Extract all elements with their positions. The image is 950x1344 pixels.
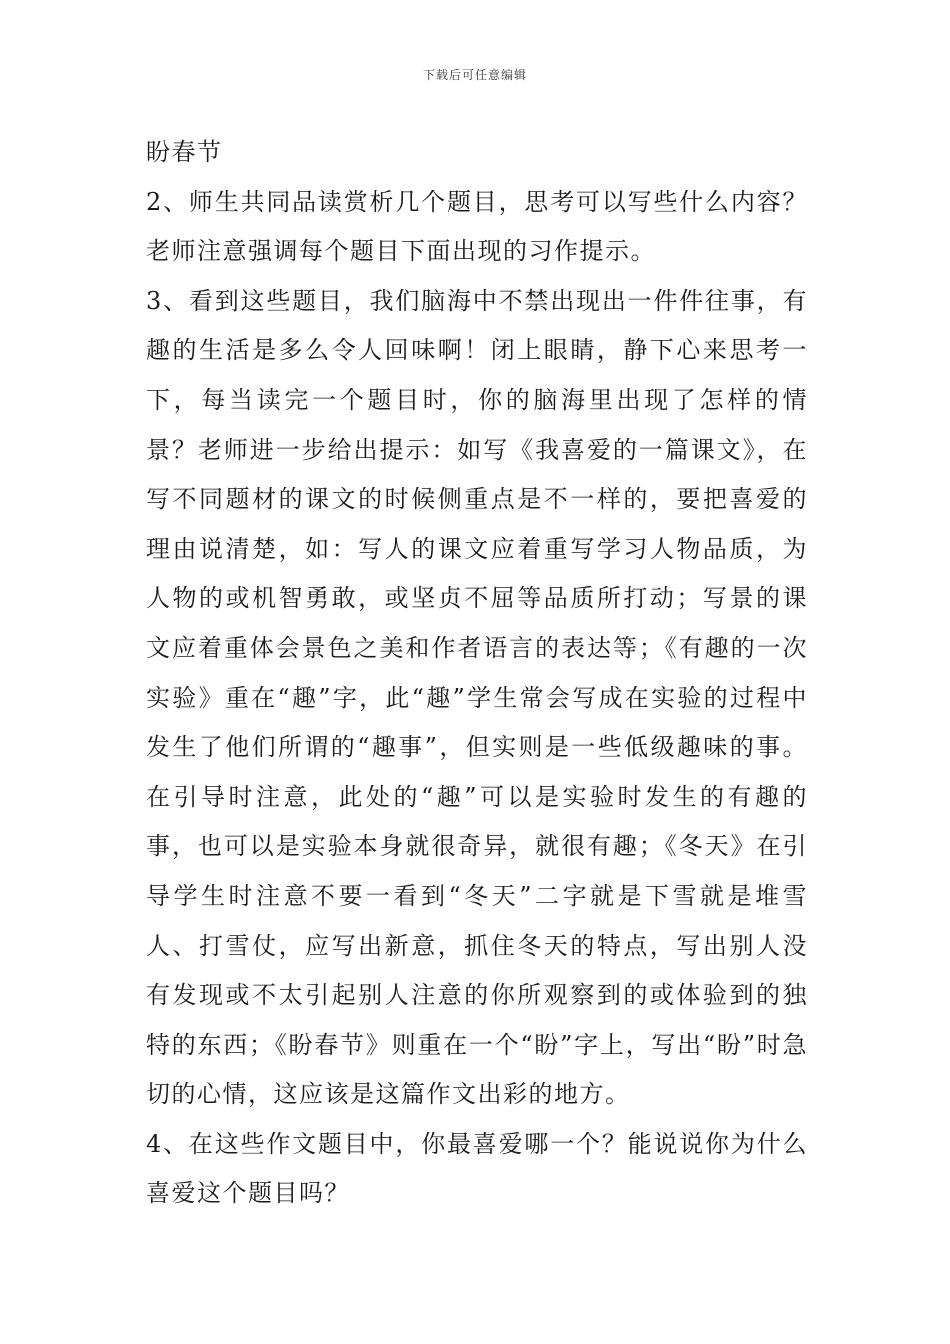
paragraph-title-fragment: 盼春节 <box>146 138 223 166</box>
document-body <box>146 128 808 1219</box>
paragraph-step-3: 3、看到这些题目，我们脑海中不禁出现出一件件往事，有趣的生活是多么令人回味啊！闭上眼睛，静下心来思考一下，每当读完一个题目时，你的脑海里出现了怎样的情景？老师进一步给出提示：如写《我喜爱的一篇课文》，在写不同题材的课文的时候侧重点是不一样的，要把喜爱的理由说清楚，如：写人的课文应着重写学习人物品质，为人物的或机智勇敢，或坚贞不屈等品质所打动；写景的课文应着重体会景色之美和作者语言的表达等；《有趣的一次实验》重在“趣”字，此“趣”学生常会写成在实验的过程中发生了他们所谓的“趣事”，但实则是一些低级趣味的事。在引导时注意，此处的“趣”可以是实验时发生的有趣的事，也可以是实验本身就很奇异，就很有趣；《冬天》在引导学生时注意不要一看到“冬天”二字就是下雪就是堆雪人、打雪仗，应写出新意，抓住冬天的特点，写出别人没有发现或不太引起别人注意的你所观察到的或体验到的独特的东西；《盼春节》则重在一个“盼”字上，写出“盼”时急切的心情，这应该是这篇作文出彩的地方。 <box>146 286 808 1109</box>
paragraph-step-4: 4、在这些作文题目中，你最喜爱哪一个？能说说你为什么喜爱这个题目吗？ <box>146 1129 808 1208</box>
paragraph-step-2: 2、师生共同品读赏析几个题目，思考可以写些什么内容？老师注意强调每个题目下面出现的习作提示。 <box>146 187 808 266</box>
page-header-note: 下载后可任意编辑 <box>422 68 527 82</box>
